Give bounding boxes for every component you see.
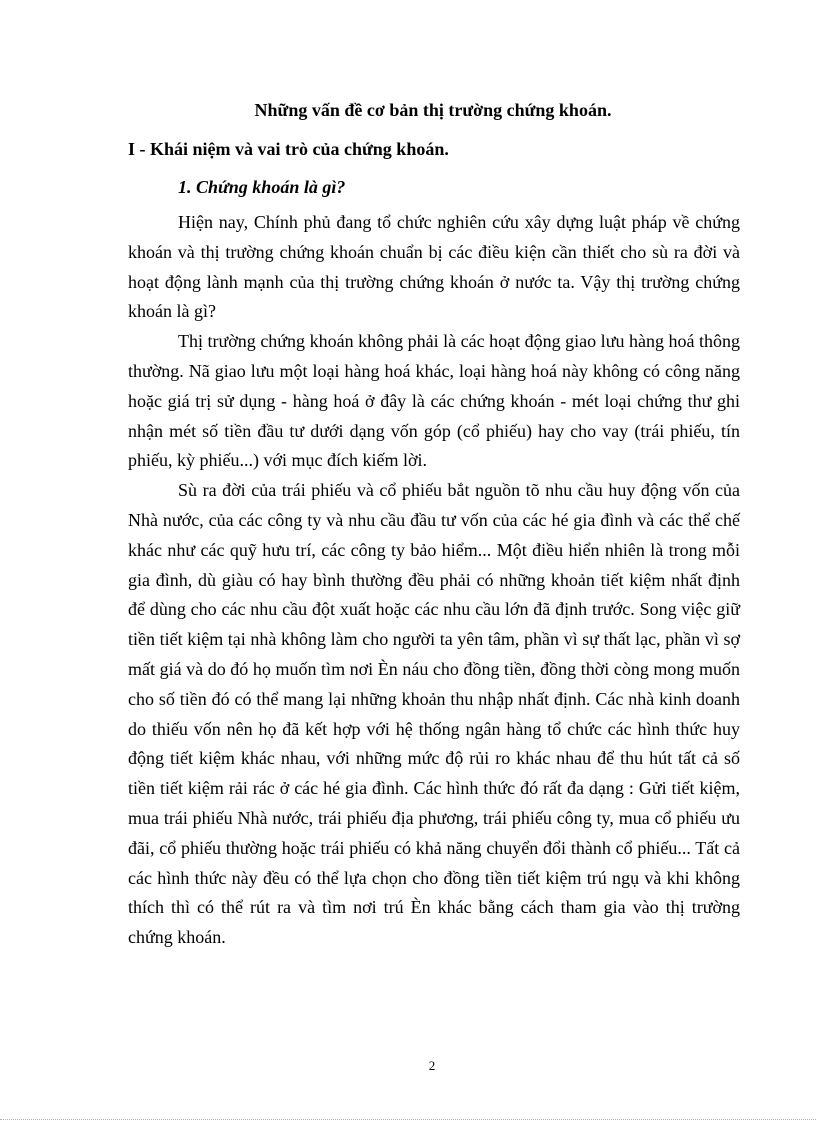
document-title: Những vấn đề cơ bản thị trường chứng khoán. bbox=[254, 100, 612, 120]
section-heading: I - Khái niệm và vai trò của chứng khoán. bbox=[128, 139, 449, 159]
sub-heading: 1. Chứng khoán là gì? bbox=[178, 177, 346, 197]
paragraph-3: Sù ra đời của trái phiếu và cổ phiếu bắt nguồn tõ nhu cầu huy động vốn của Nhà nước, của các công ty và nhu cầu đầu tư vốn của các hé gia đình và các thể chế khác như các quỹ hưu trí, các công ty bảo hiểm... Một điều hiển nhiên là trong mỗi gia đình, dù giàu có hay bình thường đều phải có những khoản tiết kiệm nhất định để dùng cho các nhu cầu đột xuất hoặc các nhu cầu lớn đã định trước. Song việc giữ tiền tiết kiệm tại nhà không làm cho người ta yên tâm, phần vì sự thất lạc, phần vì sợ mất giá và do đó họ muốn tìm nơi Èn náu cho đồng tiền, đồng thời còng mong muốn cho số tiền đó có thể mang lại những khoản thu nhập nhất định. Các nhà kinh doanh do thiếu vốn nên họ đã kết hợp với hệ thống ngân hàng tổ chức các hình thức huy động tiết kiệm khác nhau, với những mức độ rủi ro khác nhau để thu hút tất cả số tiền tiết kiệm rải rác ở các hé gia đình. Các hình thức đó rất đa dạng : Gửi tiết kiệm, mua trái phiếu Nhà nước, trái phiếu địa phương, trái phiếu công ty, mua cổ phiếu ưu đãi, cổ phiếu thường hoặc trái phiếu có khả năng chuyển đổi thành cổ phiếu... Tất cả các hình thức này đều có thể lựa chọn cho đồng tiền tiết kiệm trú ngụ và khi không thích thì có thể rút ra và tìm nơi trú Èn khác bằng cách tham gia vào thị trường chứng khoán. bbox=[128, 480, 740, 948]
page-number: 2 bbox=[428, 1058, 436, 1073]
page-bottom-divider bbox=[0, 1119, 816, 1120]
body-text bbox=[128, 208, 740, 953]
paragraph-2: Thị trường chứng khoán không phải là các hoạt động giao lưu hàng hoá thông thường. Nã giao lưu một loại hàng hoá khác, loại hàng hoá này không có công năng hoặc giá trị sử dụng - hàng hoá ở đây là các chứng khoán - mét loại chứng thư ghi nhận mét số tiền đầu tư dưới dạng vốn góp (cổ phiếu) hay cho vay (trái phiếu, tín phiếu, kỳ phiếu...) với mục đích kiếm lời. bbox=[128, 331, 740, 471]
paragraph-1: Hiện nay, Chính phủ đang tổ chức nghiên cứu xây dựng luật pháp về chứng khoán và thị trường chứng khoán chuẩn bị các điều kiện cần thiết cho sù ra đời và hoạt động lành mạnh của thị trường chứng khoán ở nước ta. Vậy thị trường chứng khoán là gì? bbox=[128, 212, 740, 322]
